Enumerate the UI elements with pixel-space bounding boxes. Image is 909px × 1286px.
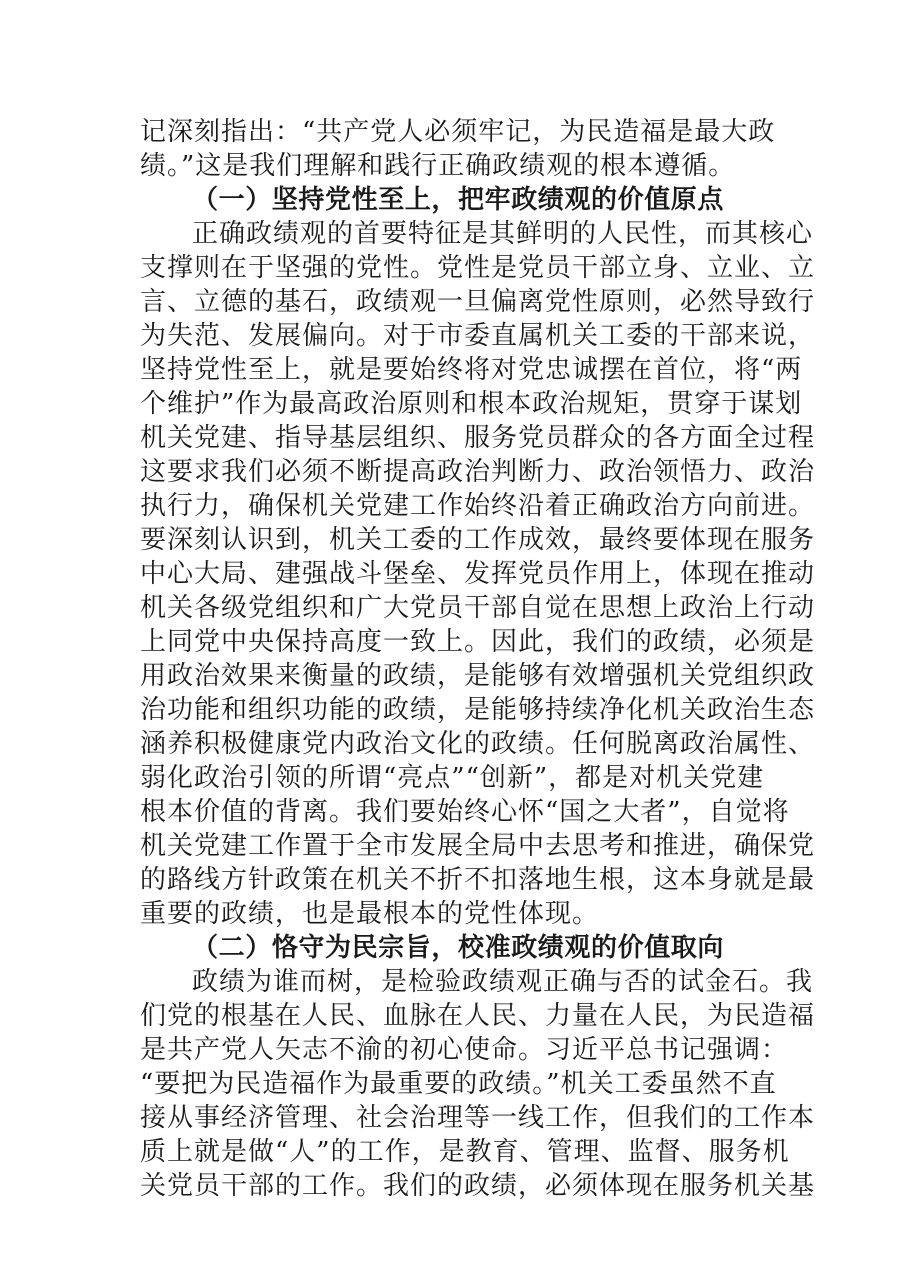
- body-text-line: 的路线方针政策在机关不折不扣落地生根，这本身就是最: [140, 865, 816, 895]
- section-heading-1: （一）坚持党性至上，把牢政绩观的价值原点: [192, 185, 725, 215]
- body-text-line: 接从事经济管理、社会治理等一线工作，但我们的工作本: [140, 1103, 816, 1133]
- body-text-line: 记深刻指出：“共产党人必须牢记，为民造福是最大政: [140, 117, 776, 147]
- body-text-line: 弱化政治引领的所谓“亮点”“创新”，都是对机关党建: [140, 763, 765, 793]
- body-text-line: 个维护”作为最高政治原则和根本政治规矩，贯穿于谋划: [140, 389, 803, 419]
- body-text-line: 机关各级党组织和广大党员干部自觉在思想上政治上行动: [140, 593, 816, 623]
- body-text-line: 坚持党性至上，就是要始终将对党忠诚摆在首位，将“两: [140, 355, 803, 385]
- body-text-line: 关党员干部的工作。我们的政绩，必须体现在服务机关基: [140, 1171, 816, 1201]
- body-text-line: 机关党建、指导基层组织、服务党员群众的各方面全过程: [140, 423, 816, 453]
- body-text-line: 治功能和组织功能的政绩，是能够持续净化机关政治生态: [140, 695, 816, 725]
- body-text-line: 这要求我们必须不断提高政治判断力、政治领悟力、政治: [140, 457, 816, 487]
- body-text-line: 用政治效果来衡量的政绩，是能够有效增强机关党组织政: [140, 661, 816, 691]
- body-text-line: 为失范、发展偏向。对于市委直属机关工委的干部来说，: [140, 321, 816, 351]
- body-text-line: 上同党中央保持高度一致上。因此，我们的政绩，必须是: [140, 627, 816, 657]
- body-text-line: 们党的根基在人民、血脉在人民、力量在人民，为民造福: [140, 1001, 816, 1031]
- body-text-line: 正确政绩观的首要特征是其鲜明的人民性，而其核心: [192, 219, 814, 249]
- body-text-line: 中心大局、建强战斗堡垒、发挥党员作用上，体现在推动: [140, 559, 816, 589]
- body-text-line: 根本价值的背离。我们要始终心怀“国之大者”，自觉将: [140, 797, 790, 827]
- body-text-line: 言、立德的基石，政绩观一旦偏离党性原则，必然导致行: [140, 287, 816, 317]
- body-text-line: 质上就是做“人”的工作，是教育、管理、监督、服务机: [140, 1137, 790, 1167]
- body-text-line: 绩。”这是我们理解和践行正确政绩观的根本遵循。: [140, 151, 736, 181]
- body-text-line: 要深刻认识到，机关工委的工作成效，最终要体现在服务: [140, 525, 816, 555]
- body-text-line: 涵养积极健康党内政治文化的政绩。任何脱离政治属性、: [140, 729, 816, 759]
- body-text-line: 机关党建工作置于全市发展全局中去思考和推进，确保党: [140, 831, 816, 861]
- body-text-line: 政绩为谁而树，是检验政绩观正确与否的试金石。我: [192, 967, 814, 997]
- section-heading-2: （二）恪守为民宗旨，校准政绩观的价值取向: [192, 933, 725, 963]
- body-text-line: “要把为民造福作为最重要的政绩。”机关工委虽然不直: [140, 1069, 777, 1099]
- body-text-line: 支撑则在于坚强的党性。党性是党员干部立身、立业、立: [140, 253, 816, 283]
- body-text-line: 是共产党人矢志不渝的初心使命。习近平总书记强调：: [140, 1035, 789, 1065]
- body-text-line: 重要的政绩，也是最根本的党性体现。: [140, 899, 600, 929]
- body-text-line: 执行力，确保机关党建工作始终沿着正确政治方向前进。: [140, 491, 816, 521]
